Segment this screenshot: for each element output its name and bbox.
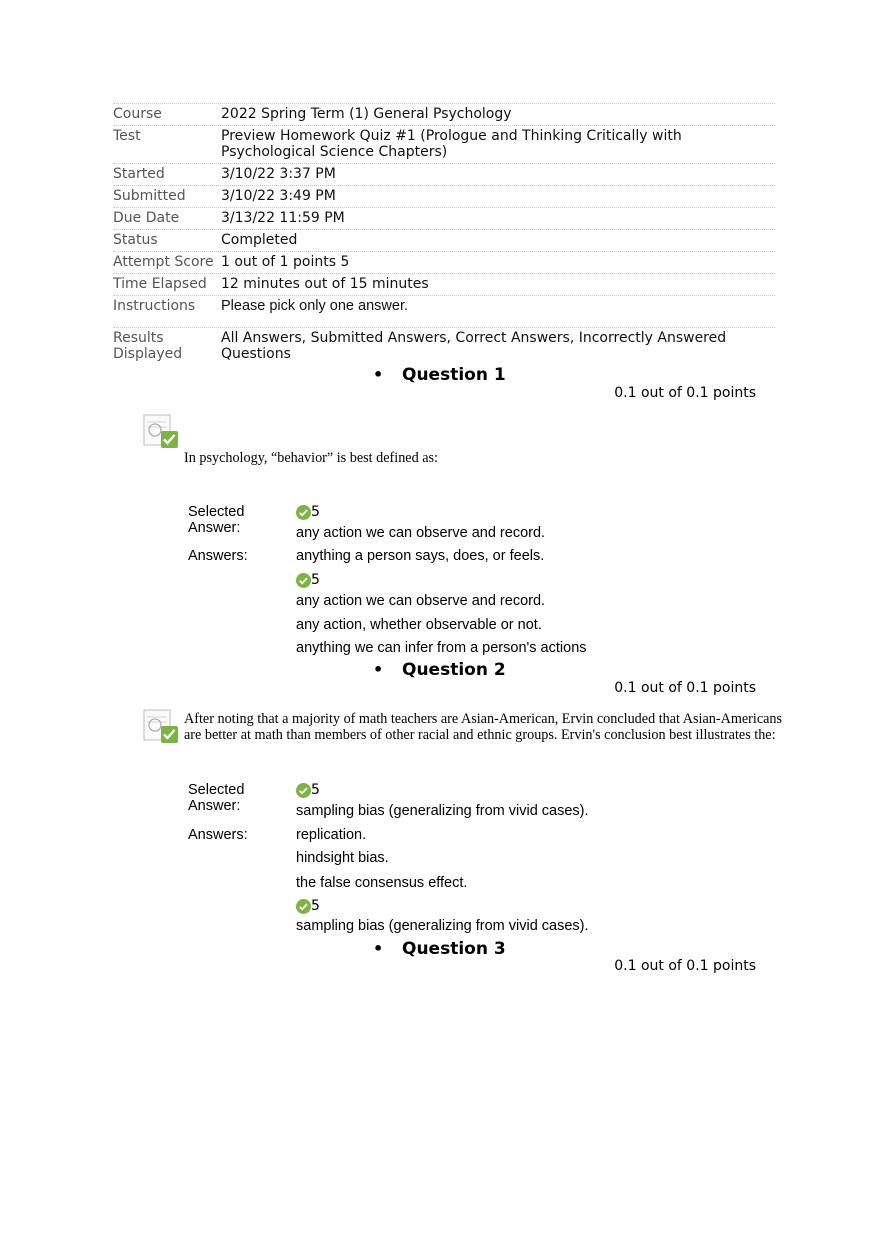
course-label: Course bbox=[113, 106, 162, 122]
summary-row-due bbox=[113, 207, 775, 229]
question-2-title: Question 2 bbox=[402, 660, 506, 680]
due-label: Due Date bbox=[113, 210, 180, 226]
question-1-heading bbox=[373, 365, 506, 385]
bullet: • bbox=[373, 365, 384, 384]
check-icon bbox=[296, 899, 311, 914]
question-correct-icon bbox=[143, 709, 179, 745]
started-label: Started bbox=[113, 166, 165, 182]
selected-answer-label: Selected Answer: bbox=[188, 782, 245, 814]
question-1-answer-b: any action we can observe and record. bbox=[296, 593, 546, 609]
check-number: 5 bbox=[311, 504, 320, 521]
check-number: 5 bbox=[311, 782, 320, 799]
correct-answer-check bbox=[296, 572, 726, 588]
question-1-answer-a: anything a person says, does, or feels. bbox=[296, 548, 545, 564]
question-2-points: 0.1 out of 0.1 points bbox=[614, 680, 756, 696]
question-3-heading bbox=[373, 939, 506, 959]
summary-row-started bbox=[113, 163, 775, 185]
instructions-value: Please pick only one answer. bbox=[221, 298, 408, 314]
due-value: 3/13/22 11:59 PM bbox=[221, 210, 345, 226]
status-label: Status bbox=[113, 232, 158, 248]
question-3-points: 0.1 out of 0.1 points bbox=[614, 958, 756, 974]
bullet: • bbox=[373, 939, 384, 958]
results-label: Results Displayed bbox=[113, 330, 183, 362]
attempt-summary bbox=[113, 103, 775, 365]
elapsed-label: Time Elapsed bbox=[113, 276, 207, 292]
score-value: 1 out of 1 points 5 bbox=[221, 254, 350, 270]
question-3-title: Question 3 bbox=[402, 939, 506, 959]
summary-row-submitted bbox=[113, 185, 775, 207]
summary-row-status bbox=[113, 229, 775, 251]
bullet: • bbox=[373, 660, 384, 679]
selected-answer-label: Selected Answer: bbox=[188, 504, 245, 536]
answers-label: Answers: bbox=[188, 548, 248, 564]
question-2-answer-d: sampling bias (generalizing from vivid cases). bbox=[296, 918, 589, 934]
question-2-selected-answer: sampling bias (generalizing from vivid cases). bbox=[296, 803, 589, 819]
selected-answer-check bbox=[296, 782, 726, 798]
question-2-text: After noting that a majority of math teachers are Asian-American, Ervin concluded that Asian-Americans are better at math than members of other racial and ethnic groups. Ervin's conclusion best illustrates the: bbox=[184, 711, 783, 743]
summary-row-instructions bbox=[113, 295, 775, 317]
question-1-points: 0.1 out of 0.1 points bbox=[614, 385, 756, 401]
answers-label: Answers: bbox=[188, 827, 248, 843]
question-2-answer-c: the false consensus effect. bbox=[296, 875, 468, 891]
summary-row-results bbox=[113, 327, 775, 365]
test-value: Preview Homework Quiz #1 (Prologue and Thinking Critically with Psychological Science Chapters) bbox=[221, 128, 682, 160]
question-1-title: Question 1 bbox=[402, 365, 506, 385]
score-label: Attempt Score bbox=[113, 254, 214, 270]
question-1-selected-answer: any action we can observe and record. bbox=[296, 525, 546, 541]
results-value: All Answers, Submitted Answers, Correct Answers, Incorrectly Answered Questions bbox=[221, 330, 727, 362]
question-1-answer-c: any action, whether observable or not. bbox=[296, 617, 542, 633]
summary-row-course bbox=[113, 103, 775, 125]
summary-row-elapsed bbox=[113, 273, 775, 295]
question-2-answer-a: replication. bbox=[296, 827, 367, 843]
submitted-label: Submitted bbox=[113, 188, 186, 204]
correct-answer-check bbox=[296, 898, 726, 914]
question-2-heading bbox=[373, 660, 506, 680]
check-icon bbox=[296, 783, 311, 798]
started-value: 3/10/22 3:37 PM bbox=[221, 166, 336, 182]
check-number: 5 bbox=[311, 898, 320, 915]
instructions-label: Instructions bbox=[113, 298, 196, 314]
status-value: Completed bbox=[221, 232, 298, 248]
submitted-value: 3/10/22 3:49 PM bbox=[221, 188, 336, 204]
elapsed-value: 12 minutes out of 15 minutes bbox=[221, 276, 429, 292]
question-1-text: In psychology, “behavior” is best defined as: bbox=[184, 450, 438, 466]
question-correct-icon bbox=[143, 414, 179, 450]
check-icon bbox=[296, 573, 311, 588]
test-label: Test bbox=[113, 128, 141, 144]
selected-answer-check bbox=[296, 504, 726, 520]
summary-row-test bbox=[113, 125, 775, 163]
question-2-answer-b: hindsight bias. bbox=[296, 850, 389, 866]
question-1-answer-d: anything we can infer from a person's actions bbox=[296, 640, 587, 656]
check-icon bbox=[296, 505, 311, 520]
summary-row-score bbox=[113, 251, 775, 273]
course-value: 2022 Spring Term (1) General Psychology bbox=[221, 106, 512, 122]
check-number: 5 bbox=[311, 572, 320, 589]
